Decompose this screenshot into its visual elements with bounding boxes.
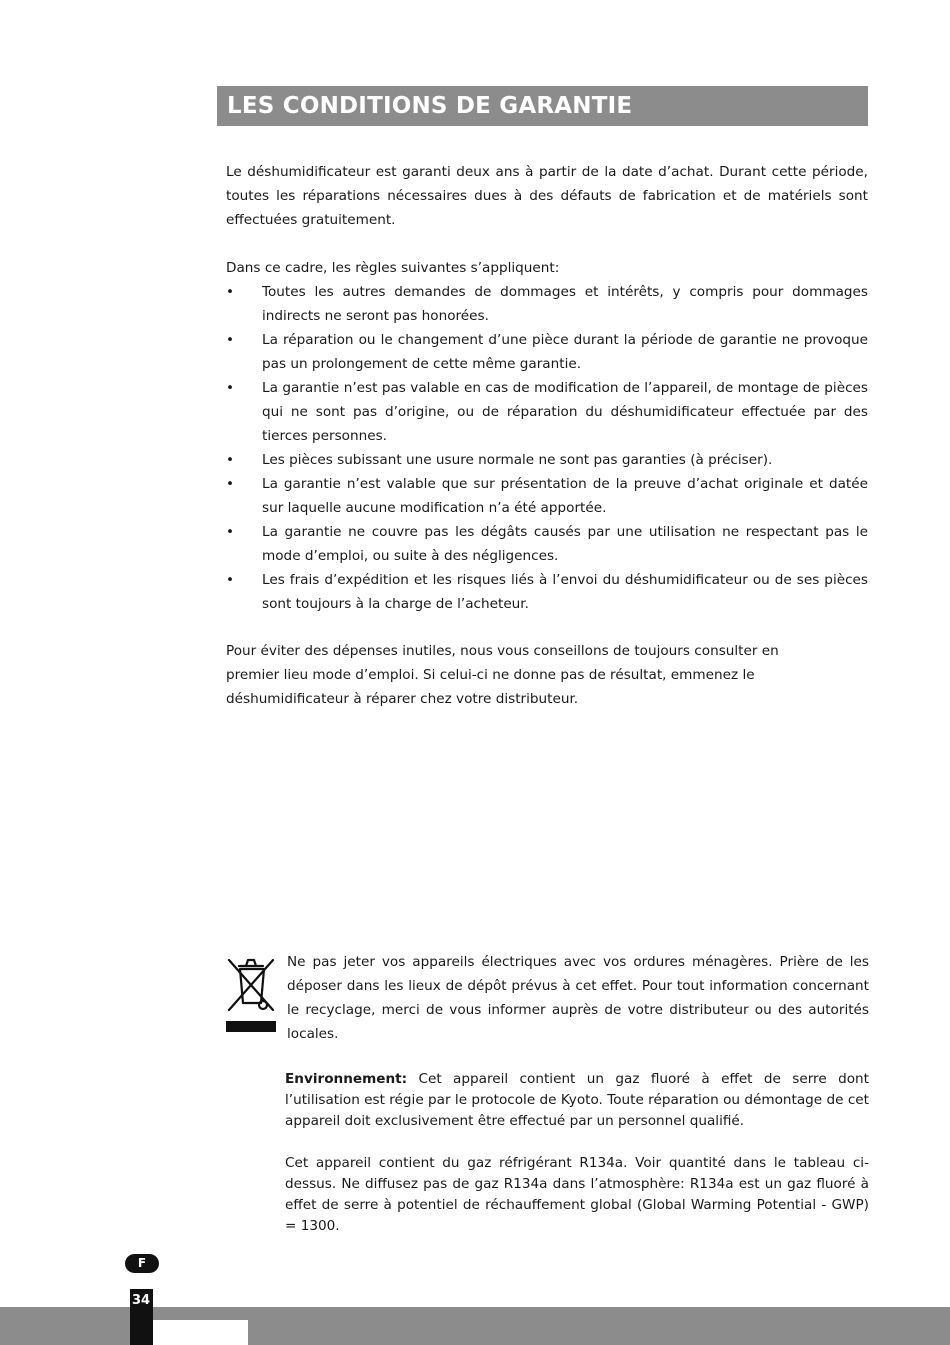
list-item-text: La garantie n’est pas valable en cas de modification de l’appareil, de montage de pièces qui ne sont pas d’origine, ou de réparation du déshumidificateur effectuée par des tierces personnes. bbox=[262, 380, 868, 444]
warranty-rules-list bbox=[226, 280, 868, 616]
list-item-text: La garantie n’est valable que sur présentation de la preuve d’achat originale et datée sur laquelle aucune modification n’a été apportée. bbox=[262, 476, 868, 516]
page-title: LES CONDITIONS DE GARANTIE bbox=[227, 93, 633, 119]
list-item bbox=[226, 472, 868, 520]
bullet-icon: • bbox=[226, 452, 235, 468]
list-item-text: Les pièces subissant une usure normale ne sont pas garanties (à préciser). bbox=[262, 452, 773, 468]
environment-label: Environnement: bbox=[285, 1071, 408, 1087]
weee-disposal-paragraph: Ne pas jeter vos appareils électriques avec vos ordures ménagères. Prière de les déposer dans les lieux de dépôt prévus à cet effet. Pour tout information concernant le recyclage, merci de vous informer auprès de votre distributeur ou des autorités locales. bbox=[287, 954, 869, 1042]
rules-intro: Dans ce cadre, les règles suivantes s’appliquent: bbox=[226, 260, 560, 276]
list-item bbox=[226, 376, 868, 448]
list-item bbox=[226, 328, 868, 376]
bullet-icon: • bbox=[226, 476, 235, 492]
refrigerant-paragraph: Cet appareil contient du gaz réfrigérant R134a. Voir quantité dans le tableau ci-dessus. Ne diffusez pas de gaz R134a dans l’atmosphère: R134a est un gaz fluoré à effet de serre à potentiel de réchauffement global (Global Warming Potential - GWP) = 1300. bbox=[285, 1155, 869, 1234]
list-item bbox=[226, 568, 868, 616]
bullet-icon: • bbox=[226, 572, 235, 588]
intro-paragraph: Le déshumidificateur est garanti deux ans à partir de la date d’achat. Durant cette période, toutes les réparations nécessaires dues à des défauts de fabrication et de matériels sont effectuées gratuitement. bbox=[226, 164, 868, 228]
bullet-icon: • bbox=[226, 380, 235, 396]
crossed-out-wheelie-bin-icon bbox=[226, 955, 276, 1033]
list-item-text: La réparation ou le changement d’une pièce durant la période de garantie ne provoque pas un prolongement de cette même garantie. bbox=[262, 332, 868, 372]
list-item-text: Toutes les autres demandes de dommages et intérêts, y compris pour dommages indirects ne seront pas honorées. bbox=[262, 284, 868, 324]
list-item-text: La garantie ne couvre pas les dégâts causés par une utilisation ne respectant pas le mode d’emploi, ou suite à des négligences. bbox=[262, 524, 868, 564]
page-number: 34 bbox=[132, 1293, 151, 1308]
list-item-text: Les frais d’expédition et les risques liés à l’envoi du déshumidificateur ou de ses pièces sont toujours à la charge de l’acheteur. bbox=[262, 572, 868, 612]
title-bar bbox=[217, 86, 868, 126]
closing-paragraph: Pour éviter des dépenses inutiles, nous vous conseillons de toujours consulter en premier lieu mode d’emploi. Si celui-ci ne donne pas de résultat, emmenez le déshumidificateur à réparer chez votre distributeur. bbox=[226, 643, 779, 707]
list-item bbox=[226, 520, 868, 568]
bullet-icon: • bbox=[226, 284, 235, 300]
footer-white-block bbox=[153, 1320, 248, 1345]
environment-paragraph bbox=[285, 1069, 869, 1132]
list-item bbox=[226, 448, 868, 472]
language-badge: F bbox=[125, 1254, 159, 1273]
bullet-icon: • bbox=[226, 524, 235, 540]
list-item bbox=[226, 280, 868, 328]
environment-text: Cet appareil contient un gaz fluoré à effet de serre dont l’utilisation est régie par le protocole de Kyoto. Toute réparation ou démontage de cet appareil doit exclusivement être effectué par un personnel qualifié. bbox=[285, 1071, 869, 1129]
bullet-icon: • bbox=[226, 332, 235, 348]
